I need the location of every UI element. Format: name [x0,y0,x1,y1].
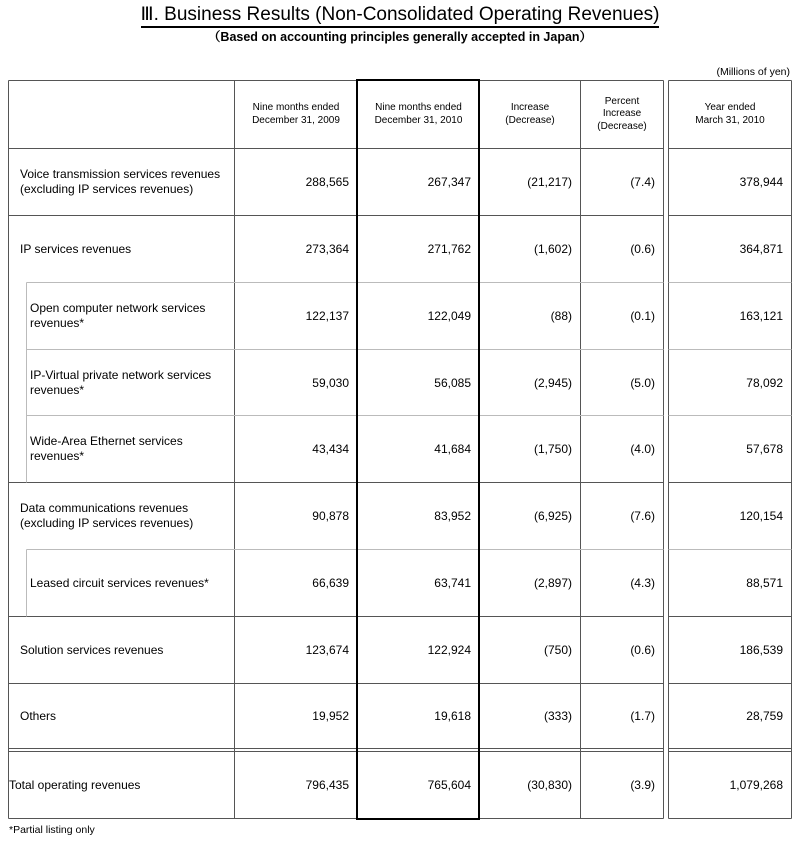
table-cell: 63,741 [434,576,471,590]
table-cell: (1.7) [630,709,655,723]
table-cell: 83,952 [434,509,471,523]
column-header-year-ended: Year ended March 31, 2010 [695,102,765,126]
row-label-total: Total operating revenues [9,777,141,792]
table-cell: 122,924 [427,643,471,657]
table-cell: 59,030 [312,375,349,390]
table-cell: (2,897) [533,576,572,590]
table-cell: 271,762 [427,242,471,256]
table-cell: 378,944 [739,175,783,189]
row-label-leased-circuit: Leased circuit services revenues* [30,575,209,590]
table-cell: 66,639 [312,576,349,590]
table-cell: (6,925) [533,509,572,523]
row-label-ip-vpn: IP-Virtual private network services revenues* [30,367,212,397]
table-cell: (4.3) [630,576,655,590]
table-cell: (750) [543,643,572,657]
table-cell: 43,434 [312,442,349,456]
page-title: Ⅲ. Business Results (Non-Consolidated Operating Revenues) [0,3,800,26]
table-cell: (30,830) [527,778,572,792]
table-cell: 267,347 [427,175,471,189]
page-subtitle: （Based on accounting principles generally accepted in Japan） [207,30,593,44]
row-label-open-computer-network: Open computer network services revenues* [30,301,206,330]
table-cell: 78,092 [746,375,783,390]
table-cell: 123,674 [305,643,349,657]
table-cell: 186,539 [739,643,783,657]
table-cell: 90,878 [312,509,349,523]
table-cell: 273,364 [305,242,349,256]
table-cell: (0.1) [630,309,655,323]
table-cell: 765,604 [427,778,471,792]
table-cell: 122,049 [427,309,471,323]
table-cell: (21,217) [527,175,572,189]
row-label-solution-services: Solution services revenues [20,642,164,657]
table-cell: (333) [543,709,572,723]
row-label-data-communications: Data communications revenues (excluding IP services revenues) [20,501,194,530]
table-cell: (0.6) [630,643,655,657]
table-cell: (1,602) [533,242,572,256]
table-cell: 364,871 [739,242,783,256]
table-cell: 28,759 [746,709,783,723]
column-header-nine-months-2009: Nine months ended December 31, 2009 [252,102,340,126]
footnote: *Partial listing only [9,824,95,836]
table-cell: 88,571 [746,576,783,590]
table-cell: 1,079,268 [729,778,783,792]
table-cell: (1,750) [533,442,572,456]
table-cell: (7.4) [630,175,655,189]
table-cell: 163,121 [739,309,783,323]
table-cell: 57,678 [746,442,783,456]
row-label-ip-services: IP services revenues [20,241,132,256]
column-header-nine-months-2010: Nine months ended December 31, 2010 [374,102,463,126]
table-cell: 120,154 [739,509,783,523]
table-cell: 19,618 [434,709,471,723]
table-cell: 41,684 [434,442,471,456]
row-label-others: Others [20,708,57,723]
table-cell: (88) [550,309,572,323]
table-cell: (2,945) [533,375,572,390]
table-cell: 56,085 [434,375,471,390]
column-header-percent-increase: Percent Increase (Decrease) [597,95,647,132]
table-cell: 19,952 [312,709,349,723]
row-label-voice-transmission: Voice transmission services revenues (excluding IP services revenues) [20,167,221,196]
table-cell: (7.6) [630,509,655,523]
row-label-wide-area-ethernet: Wide-Area Ethernet services revenues* [30,434,183,463]
table-cell: 288,565 [305,175,349,189]
table-cell: 122,137 [305,309,349,323]
table-cell: (4.0) [630,442,655,456]
table-cell: (3.9) [630,778,655,792]
table-cell: (5.0) [630,375,655,390]
table-cell: 796,435 [305,778,349,792]
units-note: (Millions of yen) [716,66,790,78]
table-cell: (0.6) [630,242,655,256]
column-header-increase: Increase (Decrease) [505,102,555,126]
